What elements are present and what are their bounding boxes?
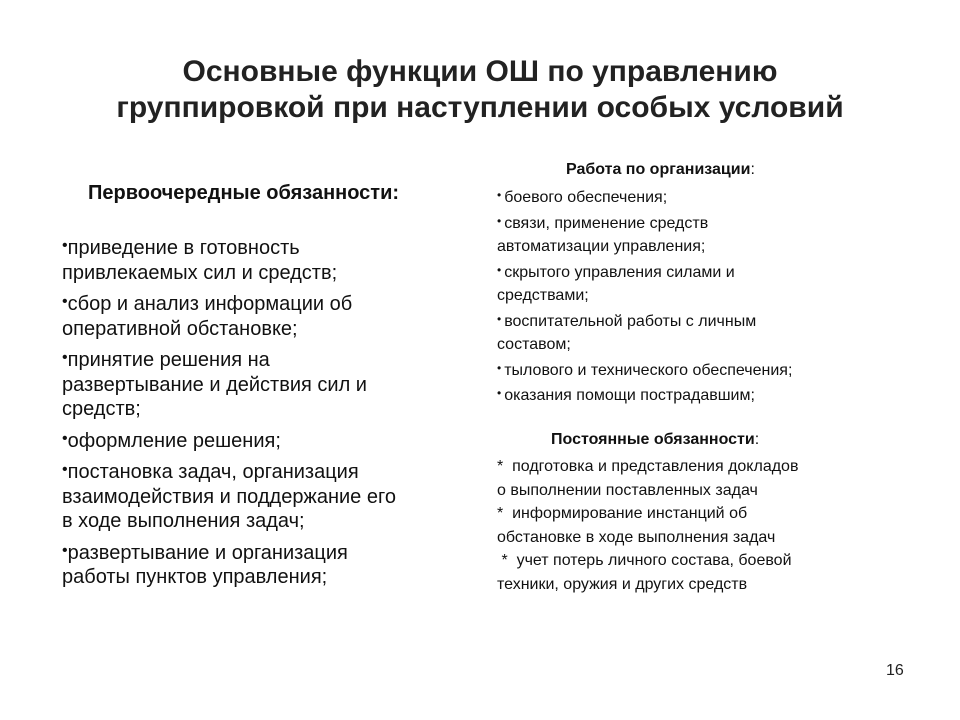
bullet: • bbox=[497, 386, 502, 400]
organization-item-line: оказания помощи пострадавшим; bbox=[504, 387, 755, 404]
left-item-line: привлекаемых сил и средств; bbox=[62, 261, 338, 284]
left-item-line: приведение в готовность bbox=[67, 237, 300, 259]
permanent-heading-text: Постоянные обязанности bbox=[551, 431, 755, 448]
organization-heading bbox=[566, 160, 755, 180]
left-item-4 bbox=[62, 427, 482, 454]
left-item-line: развертывание и организация bbox=[67, 541, 348, 564]
left-item-line: в ходе выполнения задач; bbox=[62, 510, 305, 532]
left-item-5 bbox=[62, 458, 482, 534]
permanent-item-line: * учет потерь личного состава, боевой bbox=[497, 552, 792, 569]
page-number: 16 bbox=[886, 662, 904, 679]
left-heading: Первоочередные обязанности: bbox=[88, 182, 400, 204]
organization-item-line: средствами; bbox=[497, 287, 589, 304]
bullet: • bbox=[62, 349, 68, 366]
left-item-6 bbox=[62, 539, 482, 590]
permanent-item-line: техники, оружия и других средств bbox=[497, 575, 748, 593]
permanent-item-line: обстановке в ходе выполнения задач bbox=[497, 528, 776, 546]
bullet: • bbox=[62, 461, 68, 478]
bullet: • bbox=[62, 429, 68, 447]
left-item-1 bbox=[62, 234, 482, 285]
left-item-line: оформление решения; bbox=[67, 429, 281, 452]
organization-item-2 bbox=[497, 210, 917, 236]
title-line-1: Основные функции ОШ по управлению bbox=[182, 55, 778, 88]
organization-item-6 bbox=[497, 382, 917, 408]
organization-heading-colon: : bbox=[750, 161, 755, 178]
left-item-line: постановка задач, организация bbox=[67, 461, 359, 483]
organization-item-line: тылового и технического обеспечения; bbox=[504, 361, 793, 379]
left-duties-list bbox=[62, 234, 482, 595]
organization-item-line: связи, применение средств bbox=[504, 214, 709, 232]
left-item-line: принятие решения на bbox=[67, 349, 270, 371]
organization-item-4 bbox=[497, 308, 917, 334]
bullet: • bbox=[497, 262, 502, 277]
permanent-heading bbox=[551, 430, 759, 450]
organization-item-5 bbox=[497, 357, 917, 383]
organization-item-line: воспитательной работы с личным bbox=[504, 312, 757, 330]
organization-item-1 bbox=[497, 184, 917, 210]
bullet: • bbox=[497, 360, 502, 375]
left-item-line: оперативной обстановке; bbox=[62, 317, 298, 340]
bullet: • bbox=[62, 541, 68, 559]
bullet: • bbox=[62, 293, 68, 310]
bullet: • bbox=[62, 237, 68, 254]
bullet: • bbox=[497, 311, 502, 326]
organization-item-3 bbox=[497, 259, 917, 285]
organization-item-line: составом; bbox=[497, 336, 571, 353]
title-line-2: группировкой при наступлении особых условий bbox=[116, 91, 844, 124]
organization-item-line: скрытого управления силами и bbox=[504, 263, 735, 281]
slide-title bbox=[40, 54, 920, 126]
bullet: • bbox=[497, 213, 502, 228]
left-item-line: сбор и анализ информации об bbox=[67, 293, 353, 315]
left-item-2 bbox=[62, 290, 482, 341]
bullet: • bbox=[497, 188, 502, 202]
left-item-line: взаимодействия и поддержание его bbox=[62, 485, 396, 508]
left-item-line: средств; bbox=[62, 398, 141, 420]
permanent-item-line: * информирование инстанций об bbox=[497, 505, 748, 522]
left-item-line: развертывание и действия сил и bbox=[62, 373, 367, 396]
permanent-item-line: * подготовка и представления докладов bbox=[497, 458, 799, 475]
organization-list bbox=[497, 184, 917, 408]
organization-item-line: автоматизации управления; bbox=[497, 238, 706, 255]
permanent-item-line: о выполнении поставленных задач bbox=[497, 481, 758, 499]
permanent-list bbox=[497, 455, 917, 596]
left-item-line: работы пунктов управления; bbox=[62, 566, 328, 588]
left-item-3 bbox=[62, 346, 482, 422]
permanent-heading-colon: : bbox=[754, 431, 760, 448]
organization-heading-text: Работа по организации bbox=[566, 161, 751, 178]
organization-item-line: боевого обеспечения; bbox=[504, 189, 668, 206]
